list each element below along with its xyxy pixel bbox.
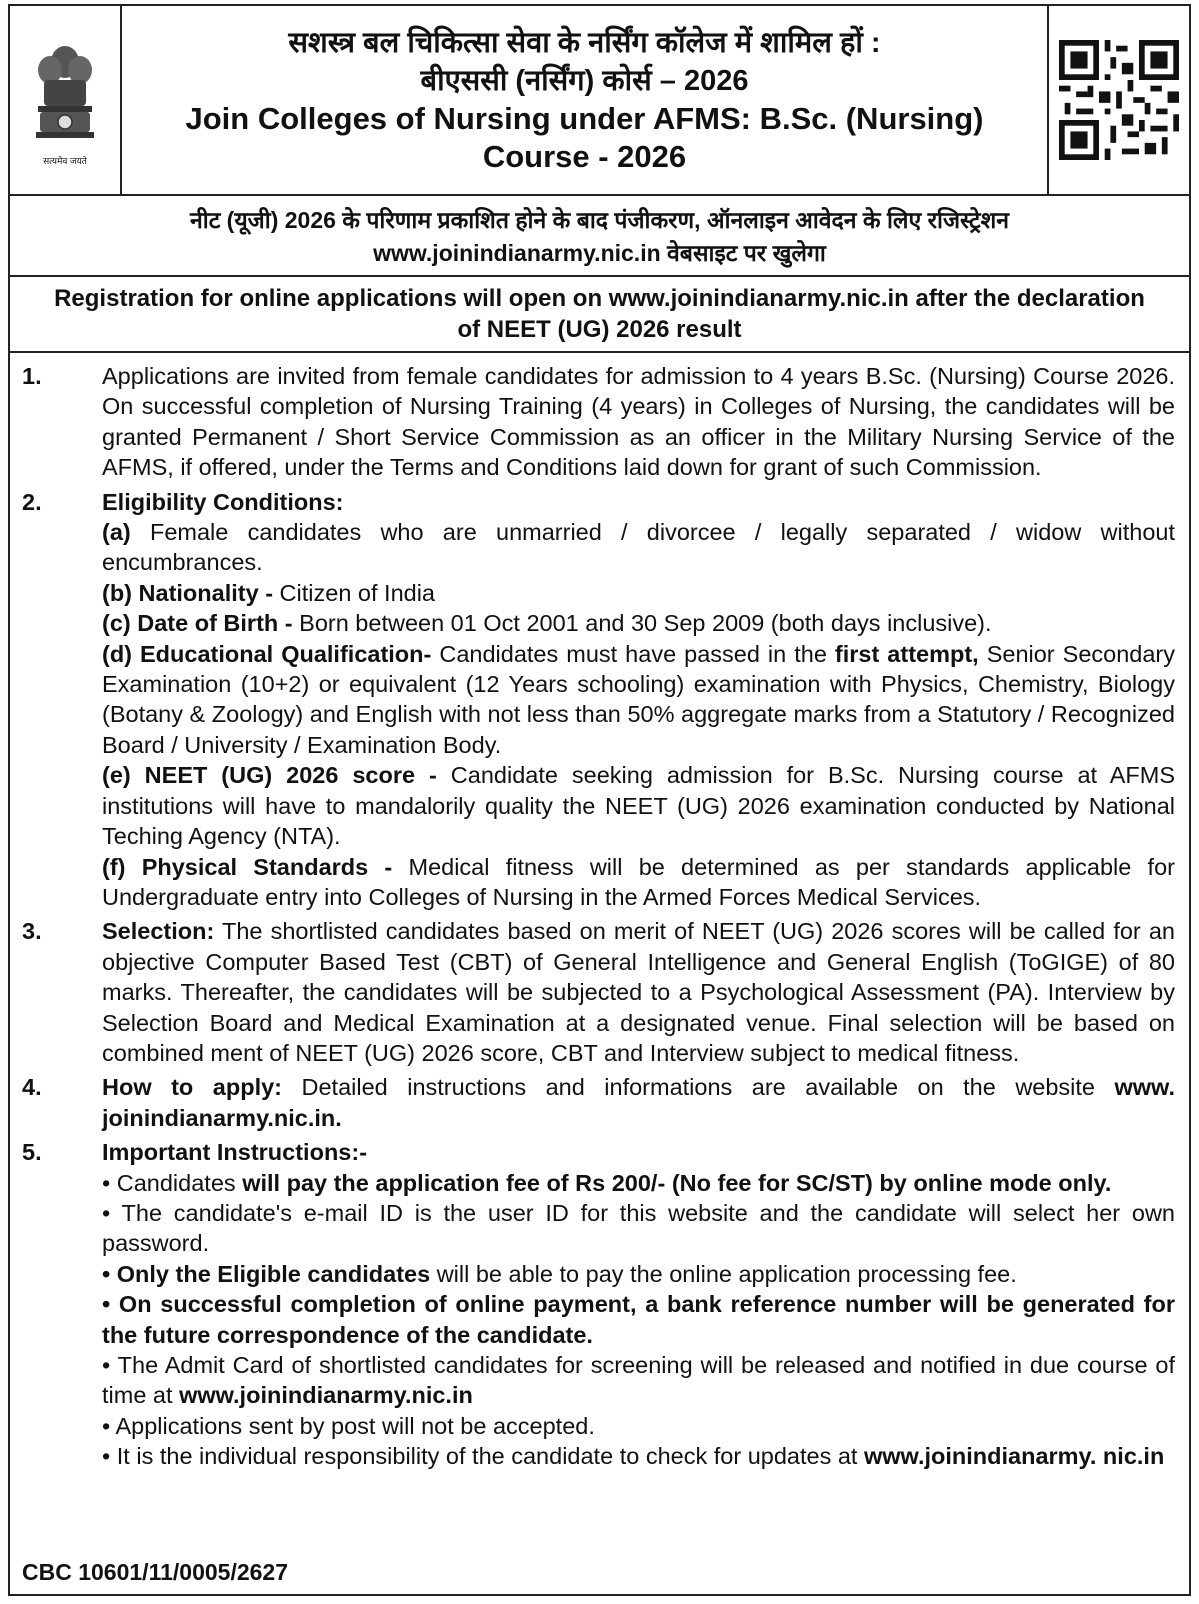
registration-english-line1: Registration for online applications will open on www.joinindianarmy.nic.in after the declaration — [54, 285, 1145, 312]
cbc-code: CBC 10601/11/0005/2627 — [22, 1559, 288, 1585]
instruction-updates: • It is the individual responsibility of the candidate to check for updates at www.joinindianarmy. nic.in — [102, 1443, 1165, 1470]
emblem-cell — [10, 6, 122, 194]
eligibility-heading: Eligibility Conditions: — [102, 488, 344, 515]
website-link[interactable]: www.joinindianarmy.nic.in — [179, 1382, 473, 1409]
eligibility-c: (c) Date of Birth - Born between 01 Oct 2001 and 30 Sep 2009 (both days inclusive). — [102, 610, 992, 637]
title-block — [122, 6, 1049, 194]
item-how-to-apply — [20, 1072, 1175, 1133]
selection-text: Selection: The shortlisted candidates based on merit of NEET (UG) 2026 scores will be called for an objective Computer Based Test (CBT) of General Intelligence and General English (ToGIGE) of 80 marks. Thereafter, the candidates will be subjected to a Psychological Assessment (PA). Interview by Selection Board and Medical Examination at a designated venue. Final selection will be based on combined ment of NEET (UG) 2026 score, CBT and Interview subject to medical fitness. — [102, 918, 1175, 1066]
instruction-email: • The candidate's e-mail ID is the user ID for this website and the candidate will select her own password. — [102, 1199, 1175, 1257]
website-link[interactable]: www. joinindianarmy.nic.in. — [102, 1074, 1175, 1131]
eligibility-f: (f) Physical Standards - Medical fitness will be determined as per standards applicable for Undergraduate entry into Colleges of Nursing in the Armed Forces Medical Services. — [102, 853, 1175, 910]
item-number: 3. — [22, 918, 42, 945]
qr-cell — [1049, 6, 1189, 194]
instructions-heading: Important Instructions:- — [102, 1139, 368, 1166]
national-emblem-icon — [30, 40, 100, 150]
registration-hindi-line1: नीट (यूजी) 2026 के परिणाम प्रकाशित होने के बाद पंजीकरण, ऑनलाइन आवेदन के लिए रजिस्ट्रेशन — [189, 207, 1010, 233]
instruction-eligible: • Only the Eligible candidates will be able to pay the online application processing fee. — [102, 1260, 1017, 1287]
header — [10, 6, 1189, 196]
eligibility-e: (e) NEET (UG) 2026 score - Candidate seeking admission for B.Sc. Nursing course at AFMS institutions will have to mandalorily quality the NEET (UG) 2026 examination conducted by National Teching Agency (NTA). — [102, 762, 1175, 850]
emblem-motto: सत्यमेव जयते — [43, 155, 87, 166]
item-number: 4. — [22, 1074, 42, 1101]
item-important-instructions — [20, 1137, 1175, 1471]
registration-hindi-line2: www.joinindianarmy.nic.in वेबसाइट पर खुलेगा — [373, 240, 826, 266]
notice-content — [10, 353, 1189, 1472]
registration-notice-english — [10, 277, 1189, 353]
title-english-line2: Course - 2026 — [482, 139, 687, 174]
eligibility-a: (a) Female candidates who are unmarried / divorcee / legally separated / widow without encumbrances. — [102, 519, 1175, 576]
item-number: 2. — [22, 488, 42, 515]
eligibility-b: (b) Nationality - Citizen of India — [102, 579, 436, 606]
website-link[interactable]: www.joinindianarmy. nic.in — [863, 1443, 1165, 1470]
registration-notice-hindi — [10, 196, 1189, 277]
instruction-fee: • Candidates will pay the application fee of Rs 200/- (No fee for SC/ST) by online mode only. — [102, 1169, 1112, 1196]
title-hindi-line2: बीएससी (नर्सिंग) कोर्स – 2026 — [420, 65, 749, 97]
eligibility-d: (d) Educational Qualification- Candidates must have passed in the first attempt, Senior Secondary Examination (10+2) or equivalent (12 Years schooling) examination with Physics, Chemistry, Biology (Botany & Zoology) and English with not less than 50% aggregate marks from a Statutory / Recognized Board / University / Examination Body. — [102, 640, 1175, 758]
item-selection — [20, 916, 1175, 1068]
instruction-admit-card: • The Admit Card of shortlisted candidates for screening will be released and notified in due course of time at www.joinindianarmy.nic.in — [102, 1352, 1175, 1409]
qr-code-icon[interactable] — [1059, 40, 1179, 160]
advertisement — [8, 4, 1191, 1596]
item-admission — [20, 361, 1175, 483]
instruction-payment: • On successful completion of online payment, a bank reference number will be generated for the future correspondence of the candidate. — [102, 1291, 1175, 1348]
instruction-post: • Applications sent by post will not be accepted. — [102, 1412, 595, 1439]
how-to-apply-text: How to apply: Detailed instructions and informations are available on the website www. joinindianarmy.nic.in. — [102, 1074, 1175, 1131]
item-eligibility — [20, 487, 1175, 913]
item-number: 1. — [22, 363, 42, 389]
registration-english-line2: of NEET (UG) 2026 result — [457, 316, 742, 343]
title-english-line1: Join Colleges of Nursing under AFMS: B.Sc. (Nursing) — [185, 101, 984, 136]
item-number: 5. — [22, 1139, 42, 1166]
admission-text: Applications are invited from female candidates for admission to 4 years B.Sc. (Nursing) Course 2026. On successful completion of Nursing Training (4 years) in Colleges of Nursing, the candidates will be granted Permanent / Short Service Commission as an officer in the Military Nursing Service of the AFMS, if offered, under the Terms and Conditions laid down for grant of such Commission. — [102, 363, 1175, 481]
title-hindi-line1: सशस्त्र बल चिकित्सा सेवा के नर्सिंग कॉलेज में शामिल हों : — [288, 27, 881, 59]
